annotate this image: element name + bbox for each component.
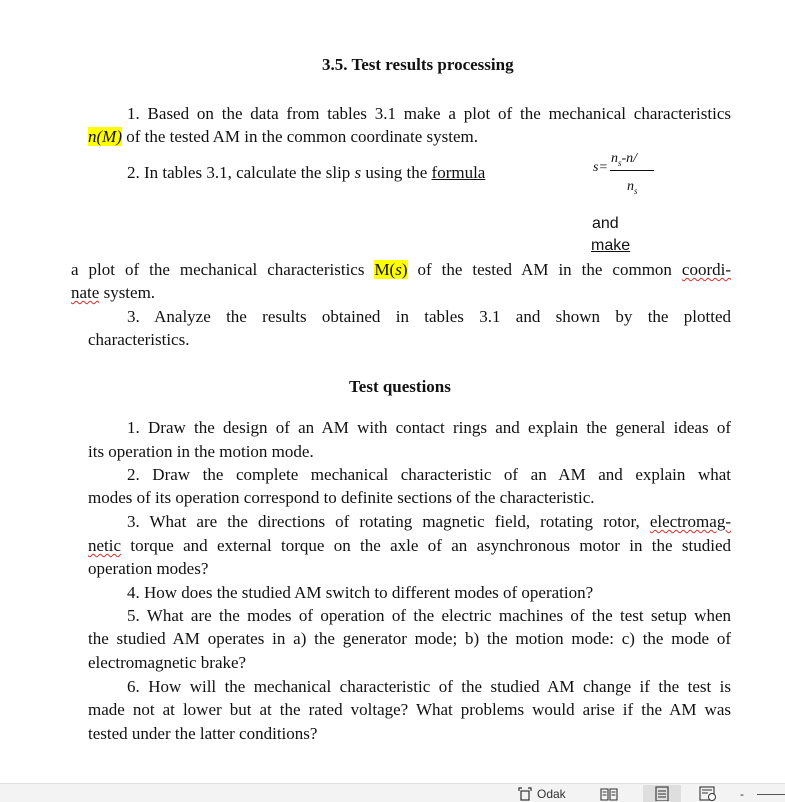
highlight-nM: n(M) (88, 127, 122, 146)
q5-line3: electromagnetic brake? (88, 653, 247, 672)
section-heading: 3.5. Test results processing (322, 55, 514, 74)
item3-line1: 3. Analyze the results obtained in tables 3.1 and shown by the plotted (127, 307, 731, 326)
q3-line2: netic torque and external torque on the axle of an asynchronous motor in the studied (88, 536, 731, 555)
formula-lhs: s= (593, 160, 608, 175)
q2-line2: modes of its operation correspond to definite sections of the characteristic. (88, 488, 595, 507)
q1-line1: 1. Draw the design of an AM with contact rings and explain the general ideas of (127, 418, 731, 437)
formula-denominator: $n_s$ (627, 179, 638, 196)
zoom-slider-track[interactable] (757, 794, 785, 795)
print-layout-icon (655, 786, 669, 801)
read-mode-icon (600, 787, 618, 801)
item2-and: and (592, 215, 619, 232)
item2-make: make (591, 237, 631, 254)
questions-heading: Test questions (349, 377, 451, 396)
q6-line3: tested under the latter conditions? (88, 724, 318, 743)
item2-line3: a plot of the mechanical characteristics M(s) of the tested AM in the common coordi- (71, 260, 731, 279)
fraction-bar (610, 170, 654, 171)
q6-line2: made not at lower but at the rated voltage? What problems would arise if the AM was (88, 700, 731, 719)
item1-line1: 1. Based on the data from tables 3.1 make a plot of the mechanical characteristics (127, 104, 731, 123)
item1-line2: n(M) of the tested AM in the common coordinate system. (88, 127, 478, 146)
formula-numerator: $n_s-n/$ (611, 151, 638, 168)
print-layout-button[interactable] (643, 785, 681, 802)
formula-link[interactable]: formula (431, 163, 486, 182)
q3-line3: operation modes? (88, 559, 209, 578)
q3-line1: 3. What are the directions of rotating magnetic field, rotating rotor, electromag- (127, 512, 731, 531)
read-mode-button[interactable] (600, 785, 618, 802)
web-layout-icon (699, 786, 717, 801)
focus-button[interactable] (517, 785, 566, 802)
item2-line1: 2. In tables 3.1, calculate the slip s using the formula (127, 163, 486, 182)
q6-line1: 6. How will the mechanical characteristic of the studied AM change if the test is (127, 677, 731, 696)
q5-line2: the studied AM operates in a) the generator mode; b) the motion mode: c) the mode of (88, 629, 731, 648)
q2-line1: 2. Draw the complete mechanical characteristic of an AM and explain what (127, 465, 731, 484)
focus-icon (517, 787, 533, 801)
item3-line2: characteristics. (88, 330, 190, 349)
q4-line1: 4. How does the studied AM switch to different modes of operation? (127, 583, 594, 602)
q1-line2: its operation in the motion mode. (88, 442, 314, 461)
focus-label: Odak (537, 786, 566, 801)
zoom-out-button[interactable]: - (740, 786, 744, 801)
q5-line1: 5. What are the modes of operation of the electric machines of the test setup when (127, 606, 731, 625)
status-bar (0, 783, 785, 802)
item2-line4: nate system. (71, 283, 156, 302)
web-layout-button[interactable] (699, 785, 717, 802)
highlight-Ms: M(s) (374, 260, 408, 279)
